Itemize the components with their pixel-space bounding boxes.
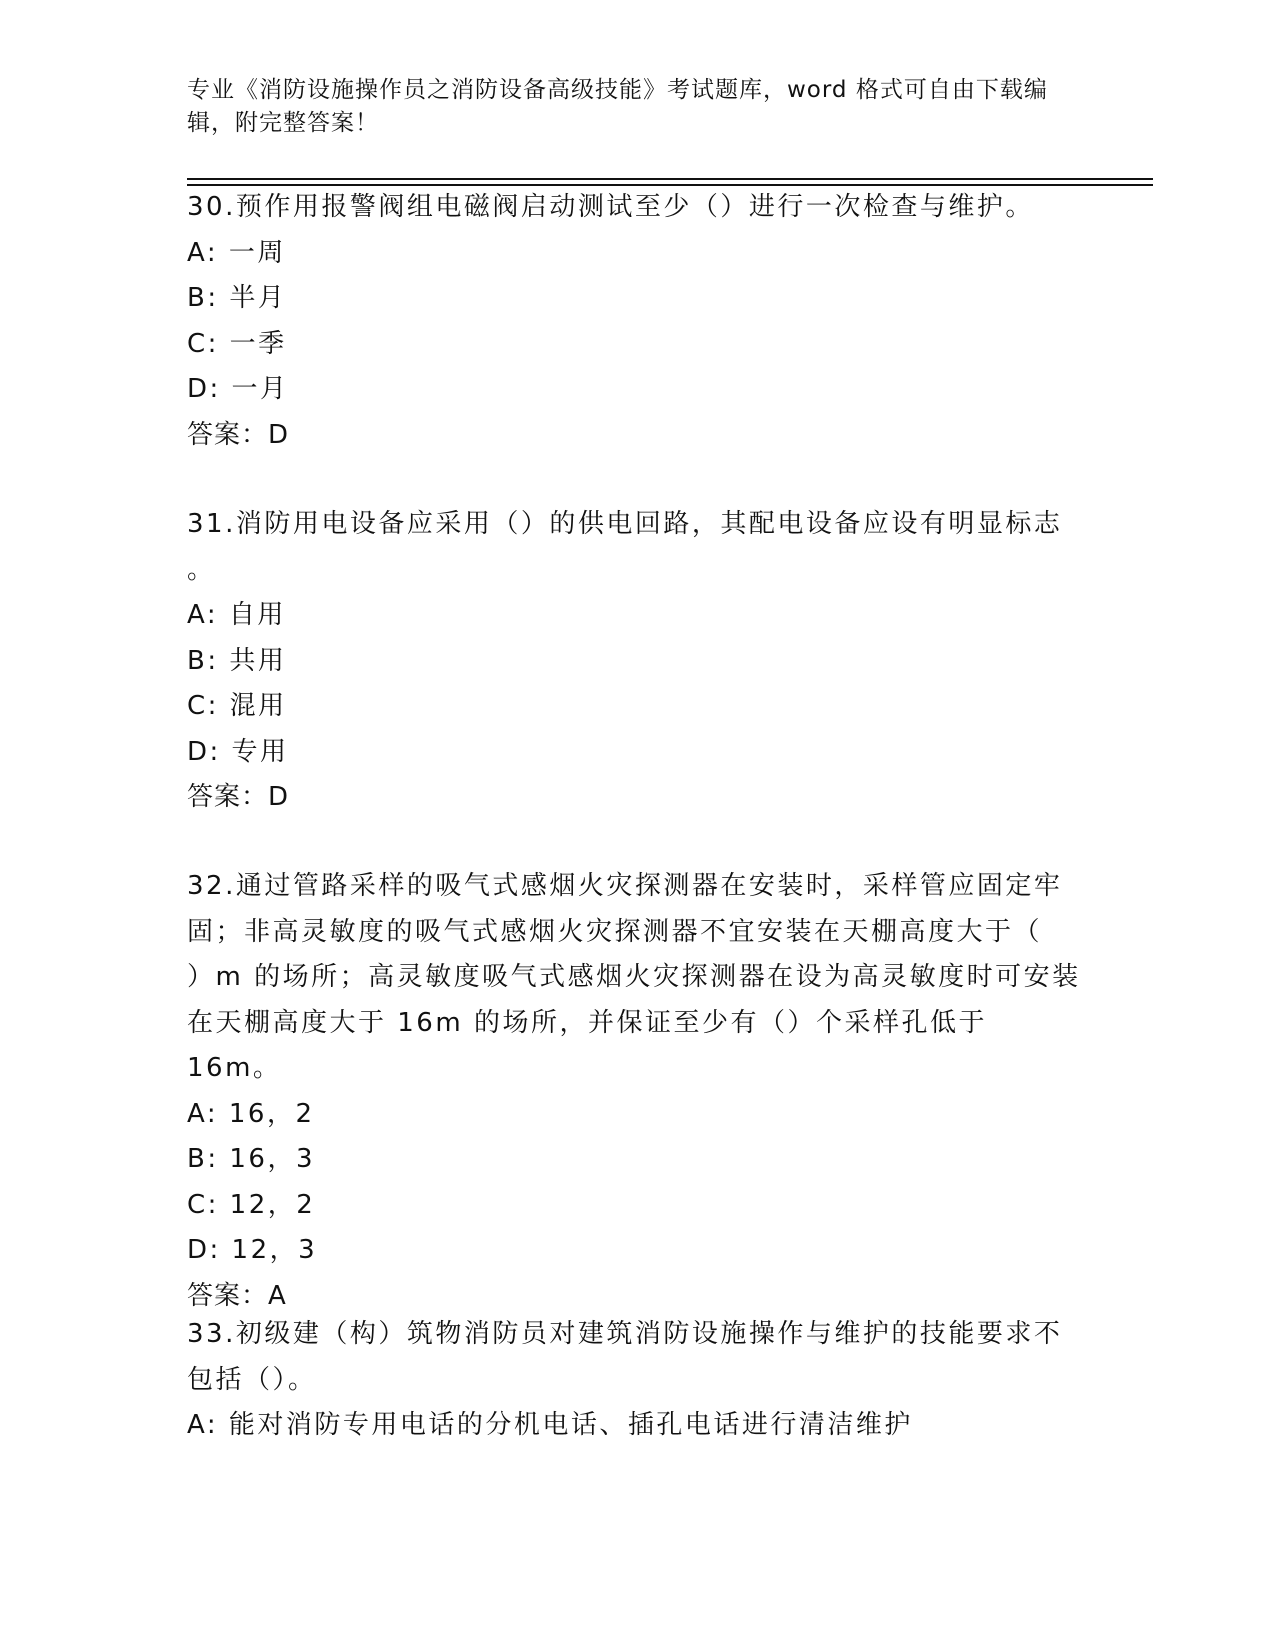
document-header bbox=[187, 74, 1067, 140]
question-31 bbox=[187, 502, 1087, 821]
answer: 答案：D bbox=[187, 782, 290, 812]
question-stem-line-4: 在天棚高度大于 16m 的场所，并保证至少有（）个采样孔低于 16m。 bbox=[187, 1007, 987, 1083]
option-b: B: 共用 bbox=[187, 645, 287, 676]
option-a: A: 一周 bbox=[187, 237, 286, 268]
question-32 bbox=[187, 864, 1087, 1319]
option-d: D: 专用 bbox=[187, 736, 289, 767]
option-d: D: 一月 bbox=[187, 374, 289, 404]
question-stem-line-1: 32.通过管路采样的吸气式感烟火灾探测器在安装时，采样管应固定牢 bbox=[187, 871, 1063, 901]
header-divider-top bbox=[187, 178, 1153, 180]
question-stem-line-2: 包括（）。 bbox=[187, 1364, 317, 1395]
option-c: C: 混用 bbox=[187, 691, 287, 721]
header-line-2: 辑，附完整答案！ bbox=[187, 110, 379, 136]
answer: 答案：D bbox=[187, 419, 290, 450]
answer: 答案：A bbox=[187, 1280, 287, 1311]
header-line-1: 专业《消防设施操作员之消防设备高级技能》考试题库，word 格式可自由下载编 bbox=[187, 77, 1048, 103]
option-a: A: 自用 bbox=[187, 600, 286, 630]
question-33 bbox=[187, 1312, 1087, 1449]
question-stem: 30.预作用报警阀组电磁阀启动测试至少（）进行一次检查与维护。 bbox=[187, 192, 1034, 222]
question-stem-line-1: 31.消防用电设备应采用（）的供电回路，其配电设备应设有明显标志 bbox=[187, 509, 1063, 539]
question-stem-line-2: 固；非高灵敏度的吸气式感烟火灾探测器不宜安装在天棚高度大于（ bbox=[187, 916, 1043, 947]
option-d: D: 12，3 bbox=[187, 1235, 318, 1265]
question-stem-line-1: 33.初级建（构）筑物消防员对建筑消防设施操作与维护的技能要求不 bbox=[187, 1319, 1063, 1349]
option-a: A: 能对消防专用电话的分机电话、插孔电话进行清洁维护 bbox=[187, 1410, 913, 1440]
question-stem-line-2: 。 bbox=[187, 554, 216, 585]
option-c: C: 一季 bbox=[187, 328, 287, 359]
option-b: B: 半月 bbox=[187, 283, 287, 313]
option-a: A: 16，2 bbox=[187, 1098, 315, 1129]
option-c: C: 12，2 bbox=[187, 1189, 316, 1220]
option-b: B: 16，3 bbox=[187, 1144, 315, 1174]
question-stem-line-3: ）m 的场所；高灵敏度吸气式感烟火灾探测器在设为高灵敏度时可安装 bbox=[187, 962, 1081, 992]
question-30 bbox=[187, 185, 1087, 458]
